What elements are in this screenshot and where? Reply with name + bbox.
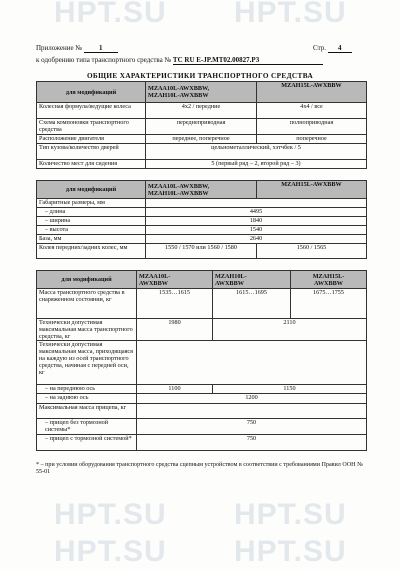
table-row xyxy=(37,385,367,394)
table-header-row xyxy=(37,82,367,103)
row-value-b: поперечное xyxy=(257,135,367,144)
characteristics-table xyxy=(36,81,367,169)
header-model-b: MZAH10L- AWXBBW xyxy=(213,271,291,289)
appendix-label: Приложение № xyxy=(36,44,82,52)
row-label: – прицеп с тормозной системой* xyxy=(37,435,137,451)
table-row xyxy=(37,199,367,208)
row-label: Колея передних/задних колес, мм xyxy=(37,244,146,259)
row-label: – высота xyxy=(37,226,146,235)
row-value-a: 1100 xyxy=(137,385,213,394)
watermark: HPT.SU xyxy=(54,0,167,29)
watermark: HPT.SU xyxy=(234,0,347,29)
header-model-a: MZAA10L-AWXBBW, MZAH10L-AWXBBW xyxy=(146,82,257,103)
row-label: Колесная формула/ведущие колеса xyxy=(37,103,146,119)
header-label: для модификаций xyxy=(37,271,137,289)
row-value: 1200 xyxy=(137,394,367,404)
appendix-number: 1 xyxy=(84,44,118,53)
row-label: База, мм xyxy=(37,235,146,244)
header-model-b: MZAH15L-AWXBBW xyxy=(257,181,367,199)
row-value xyxy=(137,341,367,385)
approval-text: к одобрению типа транспортного средства № xyxy=(36,56,172,64)
table-row xyxy=(37,103,367,119)
header-model-b: MZAH15L-AWXBBW xyxy=(257,82,367,103)
approval-number: TC RU E-JP.MT02.00827.P3 xyxy=(173,56,323,65)
row-label: Расположение двигателя xyxy=(37,135,146,144)
page-title: ОБЩИЕ ХАРАКТЕРИСТИКИ ТРАНСПОРТНОГО СРЕДСТВА xyxy=(86,72,314,80)
row-value-a: переднеприводная xyxy=(146,119,257,135)
row-value: 750 xyxy=(137,419,367,435)
page-label: Стр. xyxy=(313,44,326,52)
table-row xyxy=(37,404,367,419)
table-row xyxy=(37,341,367,385)
table-row xyxy=(37,435,367,451)
table-row xyxy=(37,289,367,319)
table-row xyxy=(37,244,367,259)
row-value-a: 1550 / 1570 или 1560 / 1580 xyxy=(146,244,257,259)
row-value: 4495 xyxy=(146,208,367,217)
table-row xyxy=(37,217,367,226)
row-value-c: 1675…1755 xyxy=(291,289,367,319)
watermark: HPT.SU xyxy=(54,498,167,531)
header-model-c: MZAH15L- AWXBBW xyxy=(291,271,367,289)
row-label: – длина xyxy=(37,208,146,217)
row-value-a: переднее, поперечное xyxy=(146,135,257,144)
footnote: * – при условии оборудования транспортного средства сцепным устройством в соответствии с требованиями Правил ООН № 55-01 xyxy=(36,462,363,475)
row-value-a: 1980 xyxy=(137,319,213,341)
row-label: Технически допустимая максимальная масса транспортного средства, кг xyxy=(37,319,137,341)
table-row xyxy=(37,144,367,160)
row-value: 5 (первый ряд – 2, второй ряд – 3) xyxy=(146,160,367,169)
mass-table xyxy=(36,270,367,451)
row-value-b: 1560 / 1565 xyxy=(257,244,367,259)
row-label: Масса транспортного средства в снаряженном состоянии, кг xyxy=(37,289,137,319)
header-label: для модификаций xyxy=(37,82,146,103)
row-label: Габаритные размеры, мм xyxy=(37,199,146,208)
table-header-row xyxy=(37,271,367,289)
dimensions-table xyxy=(36,180,367,259)
row-value: 750 xyxy=(137,435,367,451)
row-label: – ширина xyxy=(37,217,146,226)
page-number-line xyxy=(313,44,352,53)
row-label: Количество мест для сидения xyxy=(37,160,146,169)
table-row xyxy=(37,160,367,169)
watermark: HPT.SU xyxy=(234,498,347,531)
table-row xyxy=(37,135,367,144)
table-row xyxy=(37,235,367,244)
row-label: – прицеп без тормозной системы* xyxy=(37,419,137,435)
table-row xyxy=(37,119,367,135)
row-value xyxy=(146,199,367,208)
row-value: 1540 xyxy=(146,226,367,235)
row-value-a: 4x2 / передние xyxy=(146,103,257,119)
header-model-a: MZAA10L- AWXBBW xyxy=(137,271,213,289)
row-label: Схема компоновки транспортного средства xyxy=(37,119,146,135)
header-label: для модификаций xyxy=(37,181,146,199)
row-value-bc: 1150 xyxy=(213,385,367,394)
row-label: – на переднюю ось xyxy=(37,385,137,394)
approval-line xyxy=(36,56,323,65)
row-value-b: 1615…1695 xyxy=(213,289,291,319)
table-row xyxy=(37,319,367,341)
row-value-b: 4x4 / все xyxy=(257,103,367,119)
table-row xyxy=(37,226,367,235)
row-label: Тип кузова/количество дверей xyxy=(37,144,146,160)
row-value: цельнометаллический, хэтчбек / 5 xyxy=(146,144,367,160)
row-label: – на заднюю ось xyxy=(37,394,137,404)
table-row xyxy=(37,419,367,435)
table-row xyxy=(37,394,367,404)
header-model-a: MZAA10L-AWXBBW, MZAH10L-AWXBBW xyxy=(146,181,257,199)
row-label: Максимальная масса прицепа, кг xyxy=(37,404,137,419)
page-number: 4 xyxy=(328,44,352,53)
table-header-row xyxy=(37,181,367,199)
row-value xyxy=(137,404,367,419)
row-value: 1840 xyxy=(146,217,367,226)
row-value-bc: 2110 xyxy=(213,319,367,341)
appendix-line xyxy=(36,44,118,53)
row-value-b: полноприводная xyxy=(257,119,367,135)
table-row xyxy=(37,208,367,217)
row-value: 2640 xyxy=(146,235,367,244)
row-value-a: 1535…1615 xyxy=(137,289,213,319)
row-label: Технически допустимая максимальная масса, приходящаяся на каждую из осей транспортного средства, начиная с передней оси, кг xyxy=(37,341,137,385)
watermark: HPT.SU xyxy=(54,535,167,568)
watermark: HPT.SU xyxy=(234,535,347,568)
